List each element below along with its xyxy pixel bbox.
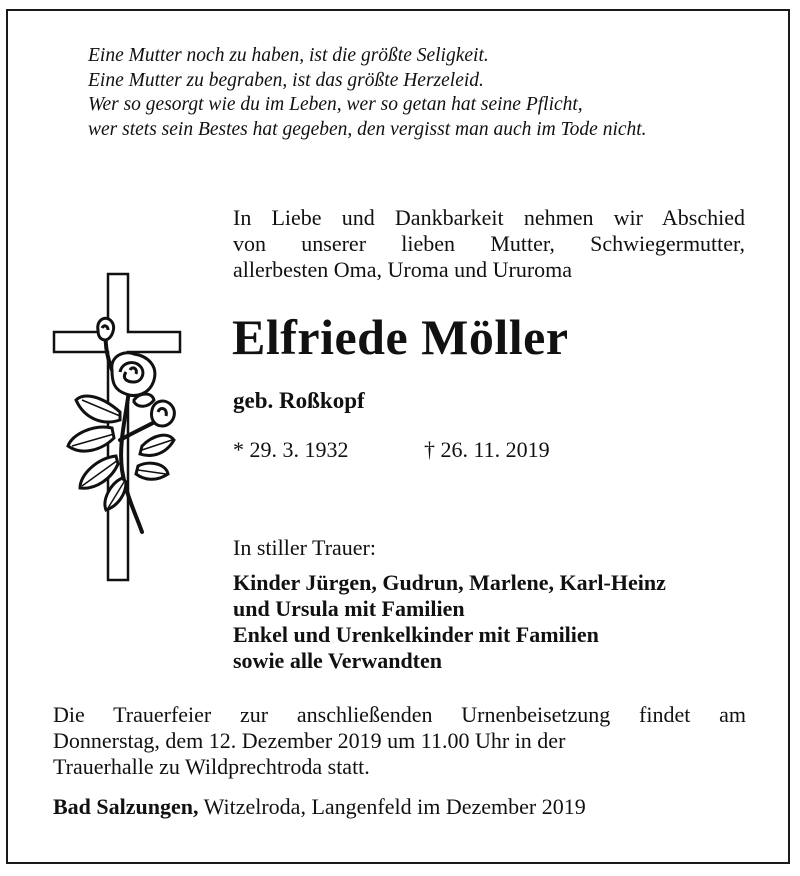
poem-line: wer stets sein Bestes hat gegeben, den vergisst man auch im Tode nicht. bbox=[88, 118, 647, 140]
birth-date: * 29. 3. 1932 bbox=[233, 437, 349, 462]
poem-line: Eine Mutter noch zu haben, ist die größte Seligkeit. bbox=[88, 45, 489, 66]
intro-line: von unserer lieben Mutter, Schwiegermutter, bbox=[233, 231, 745, 256]
mourning-label: In stiller Trauer: bbox=[233, 535, 376, 560]
farewell-intro bbox=[233, 205, 745, 283]
maiden-name: geb. Roßkopf bbox=[233, 388, 365, 413]
mourners-line: sowie alle Verwandten bbox=[233, 648, 442, 673]
place-and-date bbox=[53, 794, 586, 820]
cross-with-rose-icon bbox=[50, 270, 185, 585]
funeral-line: Trauerhalle zu Wildprechtroda statt. bbox=[53, 754, 370, 779]
intro-line: allerbesten Oma, Uroma und Ururoma bbox=[233, 257, 573, 282]
mourners-line: Enkel und Urenkelkinder mit Familien bbox=[233, 622, 599, 647]
poem-line: Eine Mutter zu begraben, ist das größte Herzeleid. bbox=[88, 69, 484, 91]
place-rest: Witzelroda, Langenfeld im Dezember 2019 bbox=[198, 794, 586, 819]
funeral-line: Die Trauerfeier zur anschließenden Urnenbeisetzung findet am bbox=[53, 702, 746, 727]
intro-line: In Liebe und Dankbarkeit nehmen wir Abschied bbox=[233, 205, 745, 230]
funeral-announcement bbox=[53, 702, 746, 780]
funeral-line: Donnerstag, dem 12. Dezember 2019 um 11.00 Uhr in der bbox=[53, 728, 566, 753]
death-date: † 26. 11. 2019 bbox=[424, 437, 550, 462]
mourners-list bbox=[233, 570, 666, 674]
poem-line: Wer so gesorgt wie du im Leben, wer so getan hat seine Pflicht, bbox=[88, 94, 583, 115]
mourners-line: und Ursula mit Familien bbox=[233, 596, 465, 621]
place-bold: Bad Salzungen, bbox=[53, 794, 199, 819]
memorial-poem bbox=[88, 44, 647, 142]
mourners-line: Kinder Jürgen, Gudrun, Marlene, Karl-Heinz bbox=[233, 570, 666, 595]
deceased-name: Elfriede Möller bbox=[232, 309, 569, 365]
